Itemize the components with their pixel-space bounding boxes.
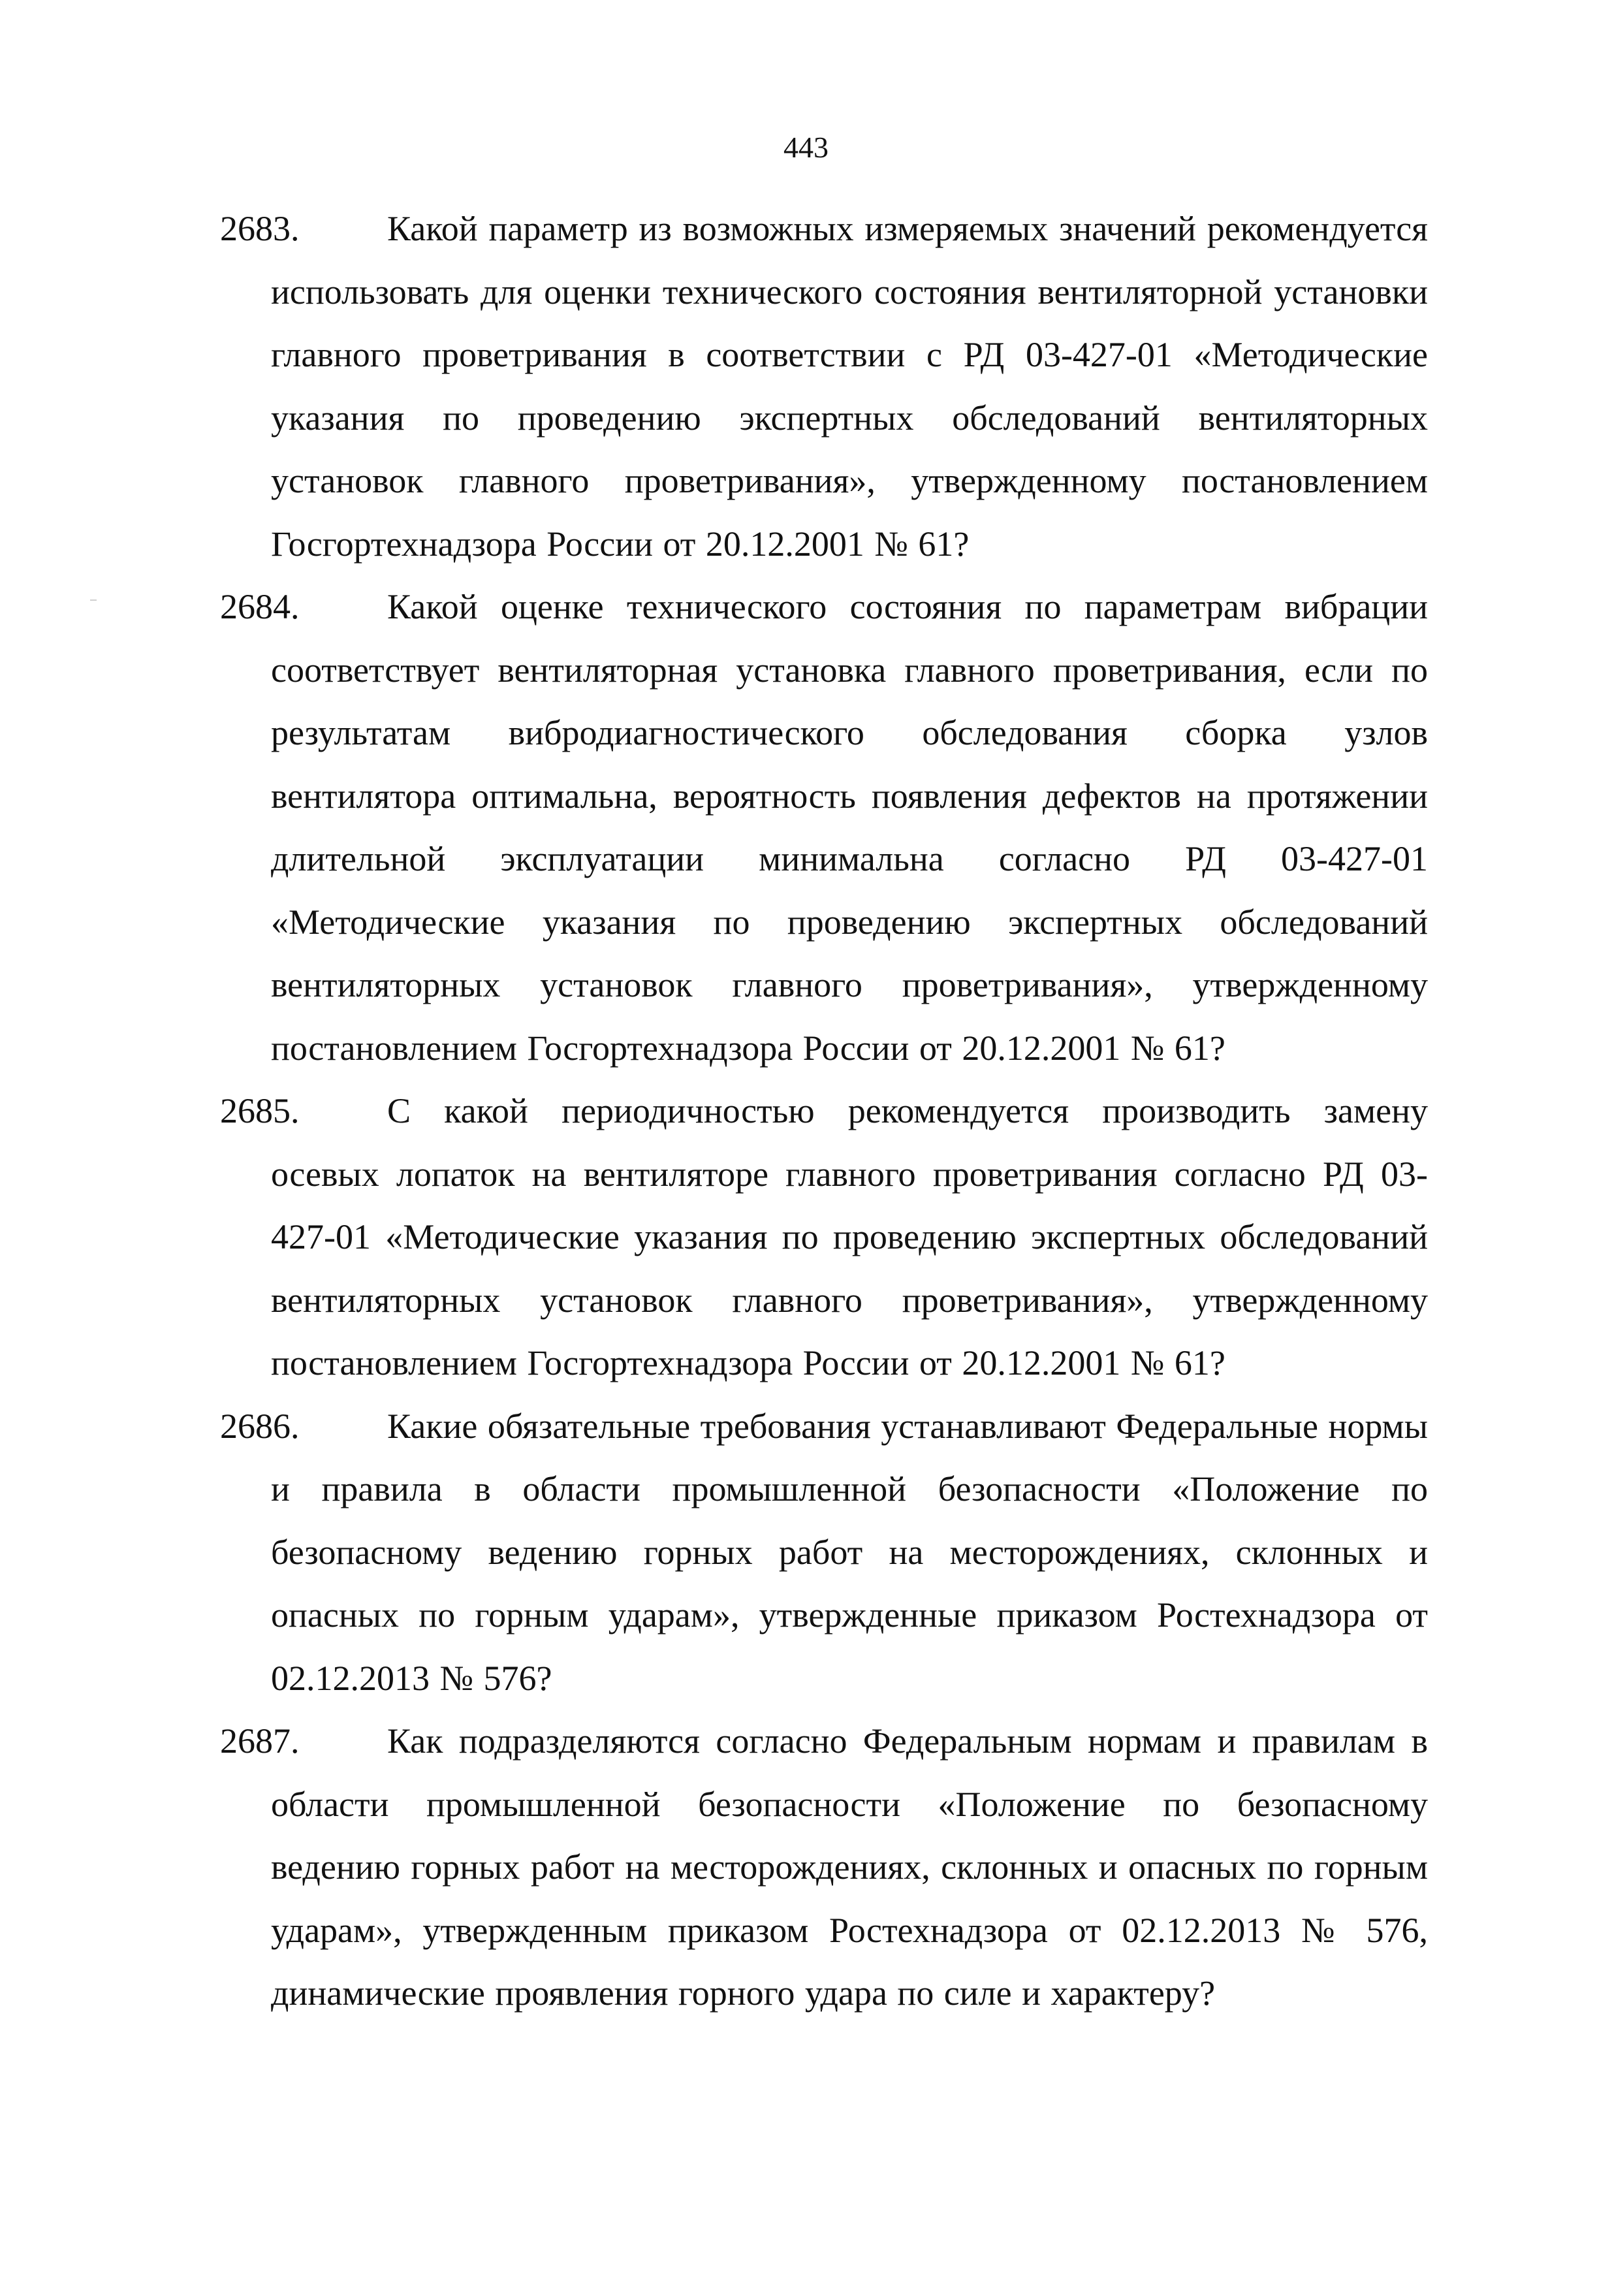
page-number: 443 [783, 131, 829, 164]
question-item [220, 575, 1428, 1079]
question-text: Какой оценке технического состояния по параметрам вибрации соответствует вентиляторная установка главного проветривания, если по результатам вибродиагностического обследования сборка узлов вентилятора оптимальна, вероятность появления дефектов на протяжении длительной эксплуатации минимальна согласно РД 03-427-01 «Методические указания по проведению экспертных обследований вентиляторных установок главного проветривания», утвержденному постановлением Госгортехнадзора России от 20.12.2001 № 61? [271, 587, 1428, 1068]
question-text: Какие обязательные требования устанавливают Федеральные нормы и правила в области промышленной безопасности «Положение по безопасному ведению горных работ на месторождениях, склонных и опасных по горным ударам», утвержденные приказом Ростехнадзора от 02.12.2013 № 576? [271, 1406, 1428, 1698]
question-number: 2686. [220, 1406, 300, 1446]
question-number: 2684. [220, 587, 300, 626]
question-number: 2683. [220, 209, 300, 248]
question-item [220, 197, 1428, 575]
question-list [220, 197, 1428, 2025]
margin-mark [90, 599, 97, 601]
question-text: С какой периодичностью рекомендуется производить замену осевых лопаток на вентиляторе главного проветривания согласно РД 03-427-01 «Методические указания по проведению экспертных обследований вентиляторных установок главного проветривания», утвержденному постановлением Госгортехнадзора России от 20.12.2001 № 61? [271, 1091, 1428, 1382]
question-item [220, 1395, 1428, 1710]
question-text: Как подразделяются согласно Федеральным нормам и правилам в области промышленной безопасности «Положение по безопасному ведению горных работ на месторождениях, склонных и опасных по горным ударам», утвержденным приказом Ростехнадзора от 02.12.2013 № 576, динамические проявления горного удара по силе и характеру? [271, 1721, 1428, 2013]
question-item [220, 1079, 1428, 1395]
question-number: 2685. [220, 1091, 300, 1130]
question-number: 2687. [220, 1721, 300, 1761]
question-item [220, 1710, 1428, 2025]
question-text: Какой параметр из возможных измеряемых значений рекомендуется использовать для оценки технического состояния вентиляторной установки главного проветривания в соответствии с РД 03-427-01 «Методические указания по проведению экспертных обследований вентиляторных установок главного проветривания», утвержденному постановлением Госгортехнадзора России от 20.12.2001 № 61? [271, 209, 1428, 564]
